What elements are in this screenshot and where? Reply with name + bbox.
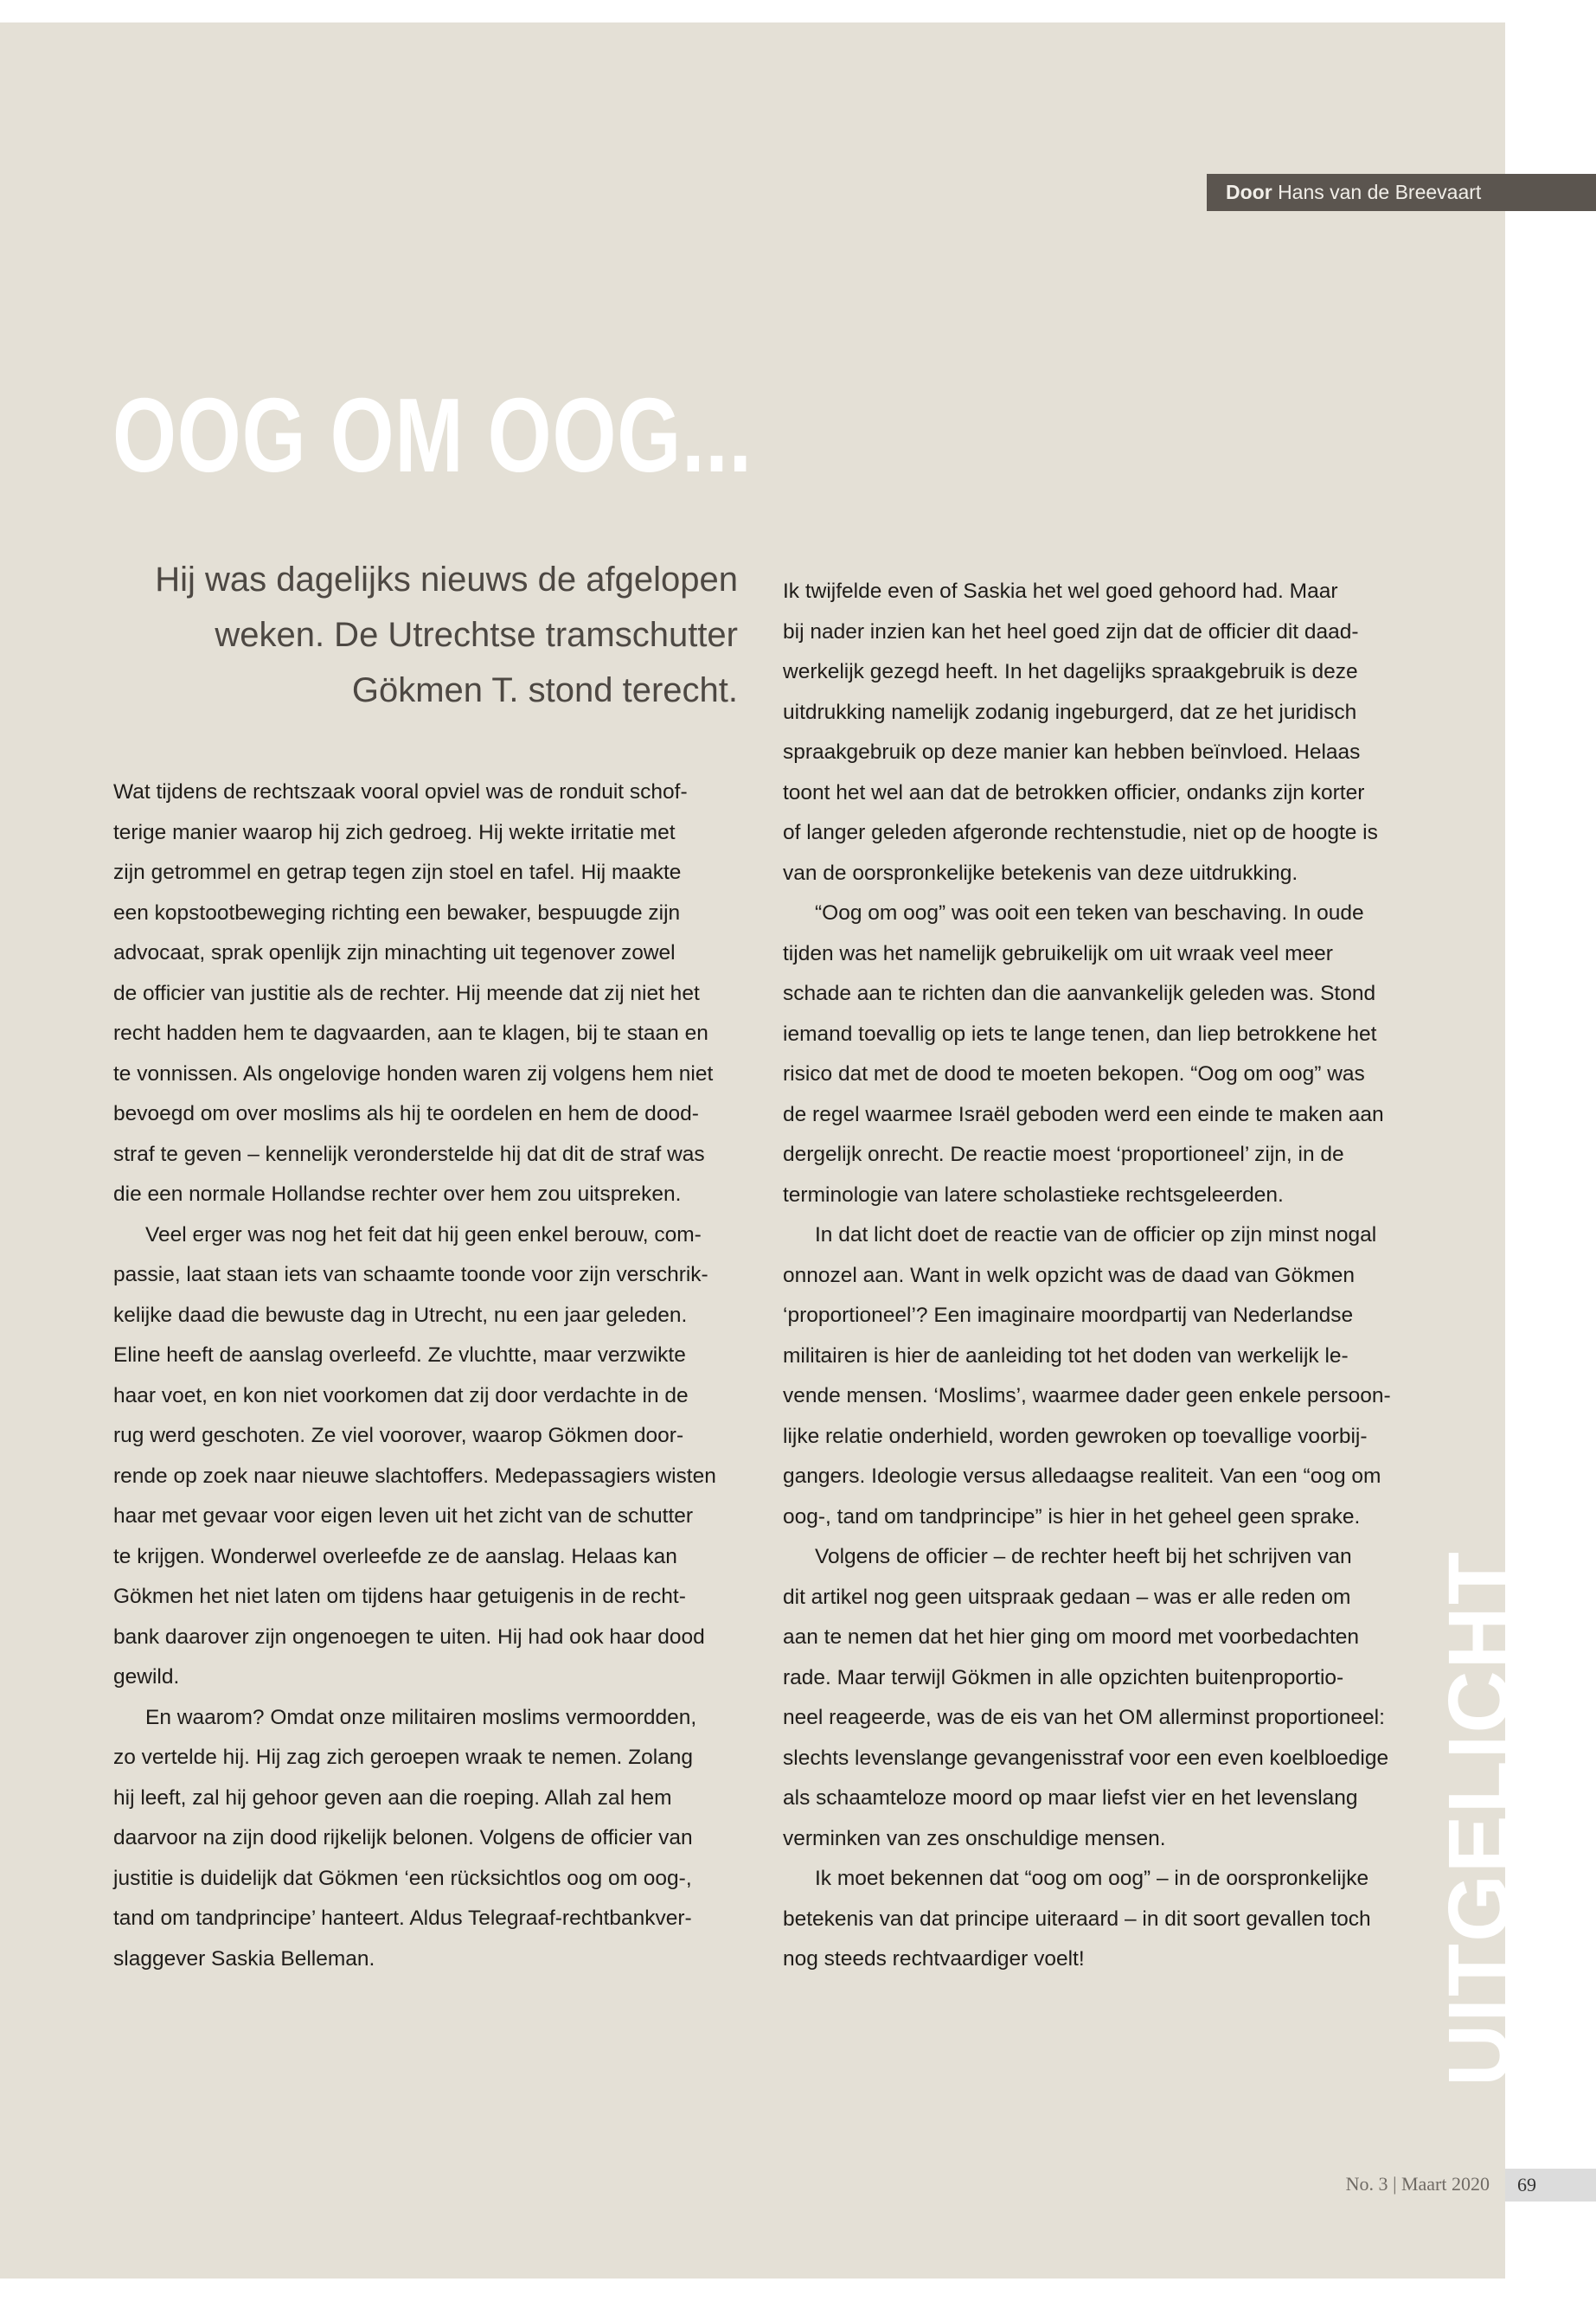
- body-text-line: advocaat, sprak openlijk zijn minachting uit tegenover zowel: [113, 941, 676, 965]
- body-text-line: iemand toevallig op iets te lange tenen, dan liep betrokkene het: [783, 1022, 1377, 1046]
- body-text-line: schade aan te richten dan die aanvankelijk geleden was. Stond: [783, 982, 1376, 1005]
- body-text-line: werkelijk gezegd heeft. In het dagelijks spraakgebruik is deze: [783, 660, 1358, 683]
- body-text-line: terige manier waarop hij zich gedroeg. Hij wekte irritatie met: [113, 820, 676, 844]
- body-text-line: neel reageerde, was de eis van het OM allerminst proportioneel:: [783, 1706, 1385, 1729]
- lead-paragraph: [104, 552, 738, 718]
- body-text-line: aan te nemen dat het hier ging om moord met voorbedachten: [783, 1625, 1359, 1649]
- body-text-line: slechts levenslange gevangenisstraf voor een even koelbloedige: [783, 1746, 1389, 1770]
- body-text-line: Gökmen het niet laten om tijdens haar getuigenis in de recht-: [113, 1585, 686, 1608]
- body-text-line: dit artikel nog geen uitspraak gedaan – was er alle reden om: [783, 1585, 1351, 1609]
- body-text-line: bank daarover zijn ongenoegen te uiten. Hij had ook haar dood: [113, 1625, 705, 1649]
- body-text-line: haar met gevaar voor eigen leven uit het zicht van de schutter: [113, 1504, 694, 1528]
- body-text-line: bij nader inzien kan het heel goed zijn dat de officier dit daad-: [783, 619, 1359, 644]
- body-text-line: van de oorspronkelijke betekenis van deze uitdrukking.: [783, 861, 1298, 885]
- body-text-line: vende mensen. ‘Moslims’, waarmee dader geen enkele persoon-: [783, 1384, 1391, 1407]
- body-text-line: lijke relatie onderhield, worden gewroken op toevallige voorbij-: [783, 1424, 1368, 1448]
- body-text-line: te vonnissen. Als ongelovige honden waren zij volgens hem niet: [113, 1061, 714, 1086]
- body-text-line: En waarom? Omdat onze militairen moslims vermoordden,: [145, 1705, 697, 1729]
- body-text-line: slaggever Saskia Belleman.: [113, 1946, 375, 1971]
- lead-line: Gökmen T. stond terecht.: [351, 671, 738, 709]
- body-column-left: [113, 772, 745, 1979]
- body-text-line: nog steeds rechtvaardiger voelt!: [783, 1947, 1085, 1971]
- body-text-line: de regel waarmee Israël geboden werd een einde te maken aan: [783, 1102, 1384, 1126]
- article-title: OOG OM OOG...: [112, 376, 753, 494]
- lead-line: weken. De Utrechtse tramschutter: [215, 616, 738, 654]
- body-text-line: risico dat met de dood te moeten bekopen. “Oog om oog” was: [783, 1062, 1365, 1086]
- body-text-line: militairen is hier de aanleiding tot het doden van werkelijk le-: [783, 1343, 1349, 1368]
- body-text-line: rade. Maar terwijl Gökmen in alle opzichten buitenproportio-: [783, 1665, 1344, 1689]
- body-text-line: rende op zoek naar nieuwe slachtoffers. Medepassagiers wisten: [113, 1464, 716, 1488]
- section-label: UITGELICHT: [1431, 1550, 1528, 2086]
- body-text-line: of langer geleden afgeronde rechtenstudie, niet op de hoogte is: [783, 821, 1378, 844]
- body-text-line: daarvoor na zijn dood rijkelijk belonen. Volgens de officier van: [113, 1826, 693, 1849]
- body-text-line: kelijke daad die bewuste dag in Utrecht, nu een jaar geleden.: [113, 1303, 688, 1327]
- body-text-line: straf te geven – kennelijk veronderstelde hij dat dit de straf was: [113, 1142, 705, 1166]
- body-text-line: oog-, tand om tandprincipe” is hier in het geheel geen sprake.: [783, 1504, 1361, 1529]
- body-text-line: dergelijk onrecht. De reactie moest ‘proportioneel’ zijn, in de: [783, 1143, 1344, 1166]
- body-text-line: haar voet, en kon niet voorkomen dat zij door verdachte in de: [113, 1383, 689, 1407]
- body-text-line: rug werd geschoten. Ze viel voorover, waarop Gökmen door-: [113, 1424, 684, 1447]
- byline-prefix: Door: [1226, 181, 1272, 203]
- body-text-line: “Oog om oog” was ooit een teken van beschaving. In oude: [815, 901, 1364, 925]
- issue-info: [1211, 2168, 1490, 2201]
- byline: [1207, 174, 1596, 211]
- body-text-line: verminken van zes onschuldige mensen.: [783, 1826, 1166, 1850]
- body-text-line: hij leeft, zal hij gehoor geven aan die roeping. Allah zal hem: [113, 1785, 672, 1810]
- lead-line: Hij was dagelijks nieuws de afgelopen: [155, 561, 738, 599]
- body-text-line: tand om tandprincipe’ hanteert. Aldus Telegraaf-rechtbankver-: [113, 1907, 692, 1930]
- body-text-line: die een normale Hollandse rechter over hem zou uitspreken.: [113, 1183, 682, 1206]
- body-text-line: betekenis van dat principe uiteraard – in dit soort gevallen toch: [783, 1907, 1371, 1931]
- body-text-line: Wat tijdens de rechtszaak vooral opviel was de ronduit schof-: [113, 780, 688, 804]
- body-text-line: Ik moet bekennen dat “oog om oog” – in de oorspronkelijke: [815, 1867, 1369, 1890]
- body-text-line: terminologie van latere scholastieke rechtsgeleerden.: [783, 1183, 1284, 1207]
- body-text-line: zijn getrommel en getrap tegen zijn stoel en tafel. Hij maakte: [113, 861, 682, 884]
- body-text-line: tijden was het namelijk gebruikelijk om uit wraak veel meer: [783, 941, 1333, 965]
- body-text-line: Veel erger was nog het feit dat hij geen enkel berouw, com-: [145, 1222, 702, 1247]
- body-text-line: onnozel aan. Want in welk opzicht was de daad van Gökmen: [783, 1263, 1355, 1287]
- issue-date: Maart 2020: [1401, 2173, 1490, 2195]
- body-column-right: [783, 572, 1414, 1980]
- body-text-line: justitie is duidelijk dat Gökmen ‘een rücksichtlos oog om oog-,: [113, 1866, 692, 1890]
- page-number: 69: [1505, 2169, 1596, 2202]
- body-text-line: recht hadden hem te dagvaarden, aan te klagen, bij te staan en: [113, 1022, 708, 1045]
- byline-author: Hans van de Breevaart: [1278, 181, 1482, 203]
- body-text-line: bevoegd om over moslims als hij te oordelen en hem de dood-: [113, 1102, 699, 1125]
- body-text-line: Ik twijfelde even of Saskia het wel goed gehoord had. Maar: [783, 580, 1338, 603]
- body-text-line: toont het wel aan dat de betrokken officier, ondanks zijn korter: [783, 780, 1365, 804]
- body-text-line: ‘proportioneel’? Een imaginaire moordpartij van Nederlandse: [783, 1304, 1354, 1327]
- body-text-line: In dat licht doet de reactie van de officier op zijn minst nogal: [815, 1223, 1377, 1247]
- body-text-line: spraakgebruik op deze manier kan hebben beïnvloed. Helaas: [783, 740, 1361, 764]
- body-text-line: gangers. Ideologie versus alledaagse realiteit. Van een “oog om: [783, 1465, 1381, 1488]
- body-text-line: passie, laat staan iets van schaamte toonde voor zijn verschrik-: [113, 1263, 708, 1286]
- body-text-line: Volgens de officier – de rechter heeft bij het schrijven van: [815, 1545, 1352, 1568]
- body-text-line: een kopstootbeweging richting een bewaker, bespuugde zijn: [113, 901, 681, 925]
- issue-number: No. 3: [1345, 2173, 1388, 2195]
- body-text-line: zo vertelde hij. Hij zag zich geroepen wraak te nemen. Zolang: [113, 1746, 694, 1769]
- body-text-line: uitdrukking namelijk zodanig ingeburgerd, dat ze het juridisch: [783, 700, 1357, 724]
- body-text-line: als schaamteloze moord op maar liefst vier en het levenslang: [783, 1786, 1358, 1810]
- body-text-line: gewild.: [113, 1665, 180, 1689]
- issue-separator: |: [1393, 2173, 1397, 2195]
- body-text-line: de officier van justitie als de rechter. Hij meende dat zij niet het: [113, 981, 700, 1005]
- body-text-line: te krijgen. Wonderwel overleefde ze de aanslag. Helaas kan: [113, 1544, 677, 1568]
- body-text-line: Eline heeft de aanslag overleefd. Ze vluchtte, maar verzwikte: [113, 1343, 686, 1367]
